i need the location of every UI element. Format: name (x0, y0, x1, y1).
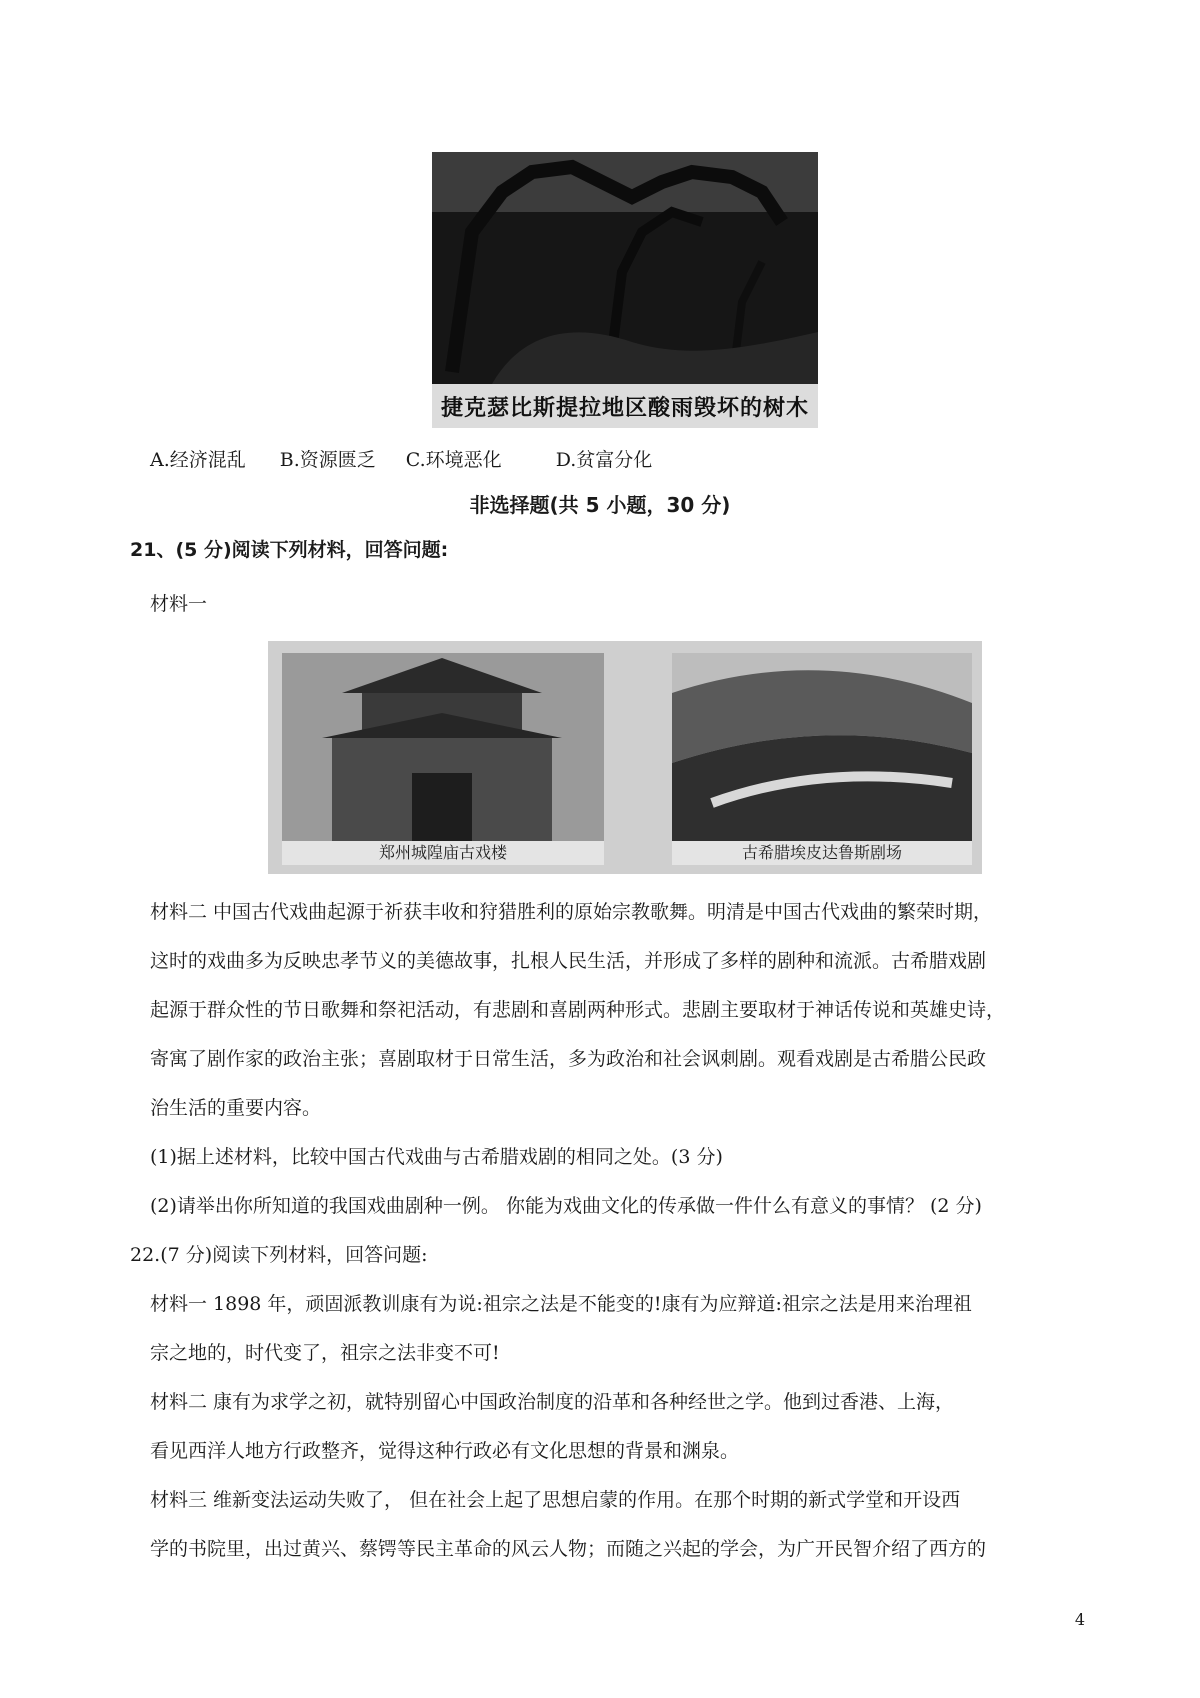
epidaurus-theatre-photo (672, 653, 972, 865)
sub-question-1: (1)据上述材料，比较中国古代戏曲与古希腊戏剧的相同之处。(3 分) (150, 1146, 723, 1168)
option-d[interactable]: D.贫富分化 (555, 449, 653, 471)
acid-rain-photo (432, 152, 818, 428)
theatre-photo-panel (268, 641, 982, 874)
dead-tree-illustration (432, 152, 818, 384)
q22-material-3-line-1: 材料三 维新变法运动失败了， 但在社会上起了思想启蒙的作用。在那个时期的新式学堂和开设西 (150, 1489, 961, 1511)
q22-material-1-line-1: 材料一 1898 年，顽固派教训康有为说:祖宗之法是不能变的!康有为应辩道:祖宗之法是用来治理祖 (150, 1293, 972, 1315)
figure-caption: 捷克瑟比斯提拉地区酸雨毁坏的树木 (432, 384, 818, 428)
q22-material-1-line-2: 宗之地的，时代变了，祖宗之法非变不可! (150, 1342, 500, 1364)
sub-question-2: (2)请举出你所知道的我国戏曲剧种一例。 你能为戏曲文化的传承做一件什么有意义的事情？ (2 分) (150, 1195, 982, 1217)
option-c[interactable]: C.环境恶化 (405, 449, 502, 471)
material-2-line: 这时的戏曲多为反映忠孝节义的美德故事，扎根人民生活，并形成了多样的剧种和流派。古希腊戏剧 (150, 950, 987, 972)
left-photo-caption: 郑州城隍庙古戏楼 (282, 841, 604, 865)
opera-tower-illustration (282, 653, 604, 841)
q22-material-3-line-2: 学的书院里，出过黄兴、蔡锷等民主革命的风云人物；而随之兴起的学会，为广开民智介绍了西方的 (150, 1538, 987, 1560)
material-2-line: 治生活的重要内容。 (150, 1097, 322, 1119)
material-2-line: 材料二 中国古代戏曲起源于祈获丰收和狩猎胜利的原始宗教歌舞。明清是中国古代戏曲的繁荣时期， (150, 901, 993, 923)
q22-material-2-line-2: 看见西洋人地方行政整齐，觉得这种行政必有文化思想的背景和渊泉。 (150, 1440, 740, 1462)
greek-theatre-illustration (672, 653, 972, 841)
zhengzhou-opera-tower-photo (282, 653, 604, 865)
answer-options (150, 445, 652, 472)
material-2-line: 寄寓了剧作家的政治主张；喜剧取材于日常生活，多为政治和社会讽刺剧。观看戏剧是古希腊公民政 (150, 1048, 987, 1070)
question-21-prompt: 21、(5 分)阅读下列材料，回答问题: (130, 539, 449, 561)
q22-material-2-line-1: 材料二 康有为求学之初，就特别留心中国政治制度的沿革和各种经世之学。他到过香港、上海， (150, 1391, 955, 1413)
material-1-label: 材料一 (150, 593, 208, 615)
question-22-prompt: 22.(7 分)阅读下列材料，回答问题: (130, 1244, 428, 1266)
page-number: 4 (1074, 1610, 1085, 1629)
right-photo-caption: 古希腊埃皮达鲁斯剧场 (672, 841, 972, 865)
section-heading: 非选择题(共 5 小题，30 分) (469, 493, 731, 517)
option-a[interactable]: A.经济混乱 (150, 449, 246, 471)
material-2-line: 起源于群众性的节日歌舞和祭祀活动，有悲剧和喜剧两种形式。悲剧主要取材于神话传说和英雄史诗， (150, 999, 1006, 1021)
option-b[interactable]: B.资源匮乏 (279, 449, 376, 471)
